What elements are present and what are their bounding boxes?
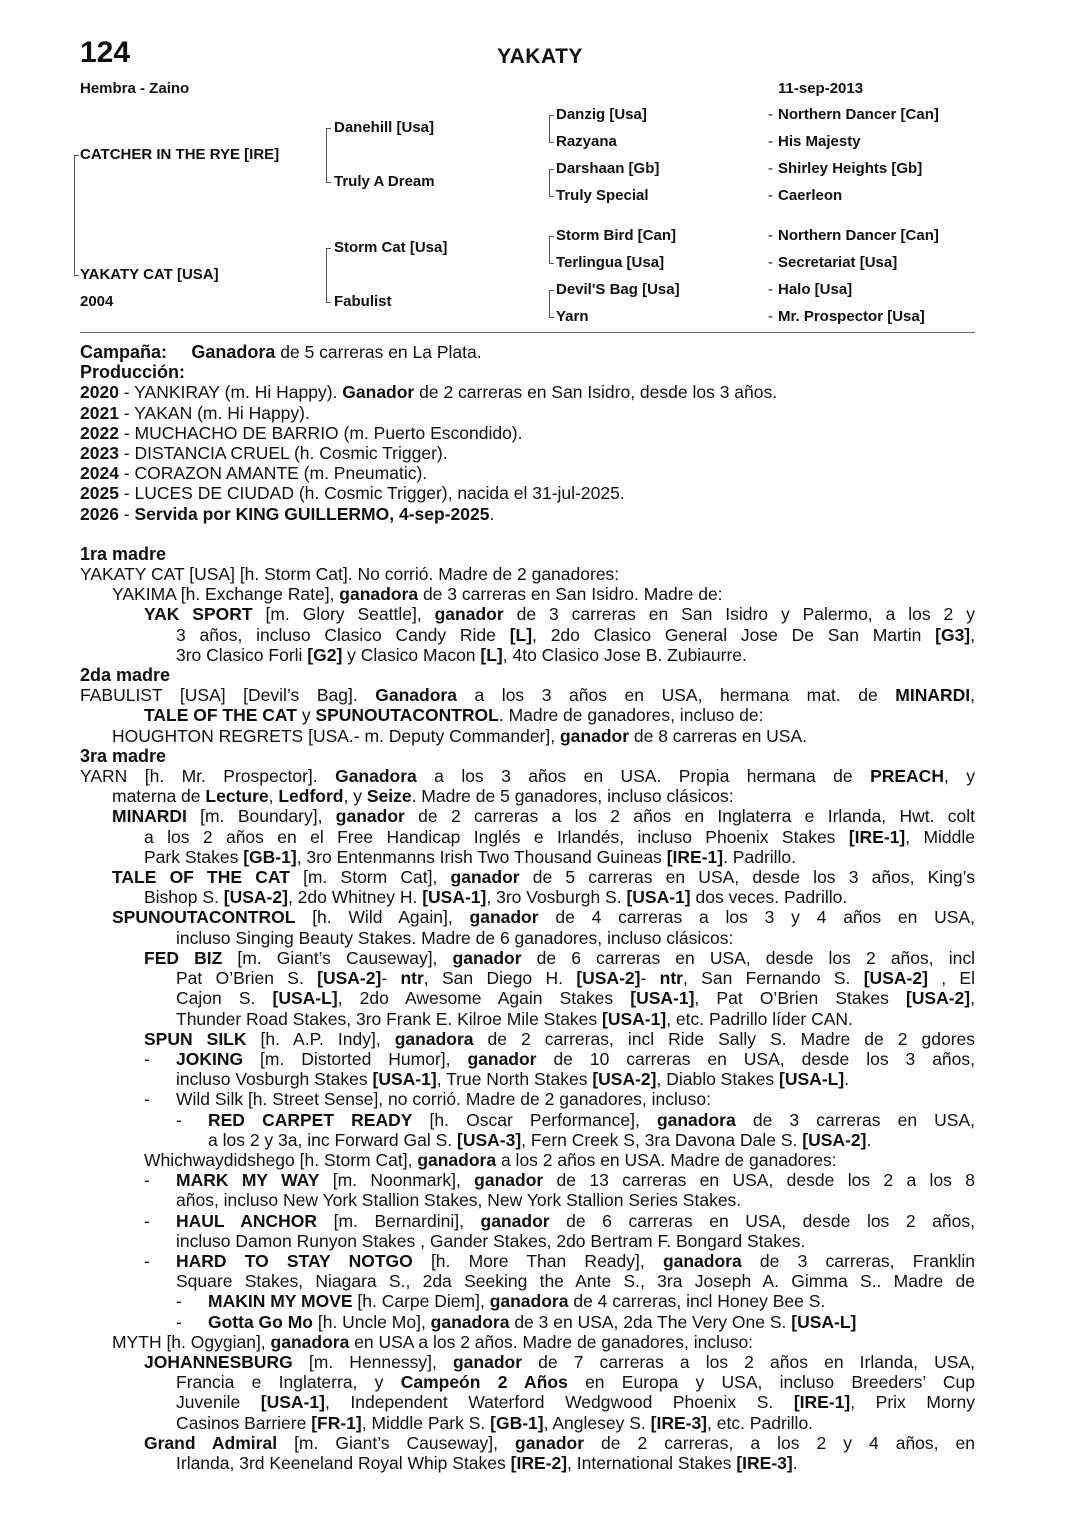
dam-line: Cajon S. [USA-L], 2do Awesome Again Stakes [USA-1], Pat O’Brien Stakes [USA-2], (176, 988, 975, 1009)
dam-line: - MAKIN MY MOVE [h. Carpe Diem], ganadora de 4 carreras, incl Honey Bee S. (176, 1291, 826, 1312)
gen3-6: Terlingua [Usa] (556, 254, 665, 271)
campaign-line: Campaña: Ganadora de 5 carreras en La Plata. (80, 342, 482, 362)
gen4-8: Mr. Prospector [Usa] (778, 308, 925, 325)
dam-line: - Wild Silk [h. Street Sense], no corrió. Madre de 2 ganadores, incluso: (144, 1089, 711, 1110)
dam-line: - HAUL ANCHOR [m. Bernardini], ganador de 6 carreras en USA, desde los 2 años, (144, 1210, 975, 1231)
dam-line: Park Stakes [GB-1], 3ro Entenmanns Irish Two Thousand Guineas [IRE-1]. Padrillo. (144, 846, 797, 867)
dam-line: 3ro Clasico Forli [G2] y Clasico Macon [L], 4to Clasico Jose B. Zubiaurre. (176, 644, 747, 665)
dam-line: incluso Vosburgh Stakes [USA-1], True North Stakes [USA-2], Diablo Stakes [USA-L]. (176, 1069, 850, 1090)
section-heading: 3ra madre (80, 745, 167, 766)
dam-line: Thunder Road Stakes, 3ro Frank E. Kilroe Mile Stakes [USA-1], etc. Padrillo líder CAN. (176, 1008, 853, 1029)
section-heading: 1ra madre (80, 543, 167, 564)
dam-line: a los 2 años en el Free Handicap Inglés e Irlandés, incluso Phoenix Stakes [IRE-1], Middle (144, 826, 975, 847)
dam-line: FABULIST [USA] [Devil’s Bag]. Ganadora a los 3 años en USA, hermana mat. de MINARDI, (80, 685, 975, 706)
sire: CATCHER IN THE RYE [IRE] (80, 146, 280, 163)
dam-line: Whichwaydidshego [h. Storm Cat], ganadora a los 2 años en USA. Madre de ganadores: (144, 1149, 837, 1170)
gen3-8: Yarn (556, 308, 589, 325)
dam-line: Juvenile [USA-1], Independent Waterford Wedgwood Phoenix S. [IRE-1], Prix Morny (176, 1392, 975, 1413)
lot-number: 124 (80, 36, 131, 69)
production-item: 2026 - Servida por KING GUILLERMO, 4-sep-2025. (80, 503, 495, 524)
section-heading: 2da madre (80, 665, 171, 686)
dam-line: Bishop S. [USA-2], 2do Whitney H. [USA-1], 3ro Vosburgh S. [USA-1] dos veces. Padrillo. (144, 887, 848, 908)
dam-line: incluso Damon Runyon Stakes , Gander Stakes, 2do Bertram F. Bongard Stakes. (176, 1230, 806, 1251)
dam-dam: Fabulist (334, 293, 392, 310)
production-item: 2022 - MUCHACHO DE BARRIO (m. Puerto Escondido). (80, 422, 523, 443)
gen3-3: Darshaan [Gb] (556, 160, 660, 177)
dam-sire: Storm Cat [Usa] (334, 239, 448, 256)
dam-line: YAKIMA [h. Exchange Rate], ganadora de 3 carreras en San Isidro. Madre de: (112, 584, 723, 605)
dam-line: años, incluso New York Stallion Stakes, New York Stallion Series Stakes. (176, 1190, 742, 1211)
divider (80, 332, 975, 333)
dam-line: - MARK MY WAY [m. Noonmark], ganador de 13 carreras en USA, desde los 2 a los 8 (144, 1170, 975, 1191)
dam-year: 2004 (80, 293, 114, 310)
dam-line: - HARD TO STAY NOTGO [h. More Than Ready], ganadora de 3 carreras, Franklin (144, 1250, 975, 1271)
dam-line: HOUGHTON REGRETS [USA.- m. Deputy Commander], ganador de 8 carreras en USA. (112, 725, 808, 746)
dam-line: Grand Admiral [m. Giant’s Causeway], ganador de 2 carreras, a los 2 y 4 años, en (144, 1432, 975, 1453)
dam-line: Square Stakes, Niagara S., 2da Seeking the Ante S., 3ra Joseph A. Gimma S.. Madre de (176, 1271, 975, 1292)
sire-dam: Truly A Dream (334, 173, 435, 190)
dam-line: MYTH [h. Ogygian], ganadora en USA a los 2 años. Madre de ganadores, incluso: (112, 1331, 754, 1352)
gen4-3: Shirley Heights [Gb] (778, 160, 923, 177)
dam-line: TALE OF THE CAT [m. Storm Cat], ganador de 5 carreras en USA, desde los 3 años, King’s (112, 867, 975, 888)
dam-line: YAK SPORT [m. Glory Seattle], ganador de 3 carreras en San Isidro y Palermo, a los 2 y (144, 604, 975, 625)
dam-line: SPUNOUTACONTROL [h. Wild Again], ganador de 4 carreras a los 3 y 4 años en USA, (112, 907, 975, 928)
gen4-6: Secretariat [Usa] (778, 254, 898, 271)
dam-line: TALE OF THE CAT y SPUNOUTACONTROL. Madre de ganadores, incluso de: (144, 705, 764, 726)
gen3-4: Truly Special (556, 187, 649, 204)
dam-line: - RED CARPET READY [h. Oscar Performance], ganadora de 3 carreras en USA, (176, 1109, 975, 1130)
dam-line: Irlanda, 3rd Keeneland Royal Whip Stakes [IRE-2], International Stakes [IRE-3]. (176, 1452, 798, 1473)
dam-line: YARN [h. Mr. Prospector]. Ganadora a los 3 años en USA. Propia hermana de PREACH, y (80, 766, 975, 787)
gen4-5: Northern Dancer [Can] (778, 227, 939, 244)
dam-line: a los 2 y 3a, inc Forward Gal S. [USA-3], Fern Creek S, 3ra Davona Dale S. [USA-2]. (208, 1129, 872, 1150)
gen3-1: Danzig [Usa] (556, 106, 647, 123)
dam-line: - Gotta Go Mo [h. Uncle Mo], ganadora de 3 en USA, 2da The Very One S. [USA-L] (176, 1311, 857, 1332)
dam-line: Francia e Inglaterra, y Campeón 2 Años en Europa y USA, incluso Breeders’ Cup (176, 1372, 975, 1393)
dam-line: - JOKING [m. Distorted Humor], ganador de 10 carreras en USA, desde los 3 años, (144, 1048, 975, 1069)
catalog-body (80, 342, 975, 1473)
sire-sire: Danehill [Usa] (334, 119, 435, 136)
gen3-2: Razyana (556, 133, 617, 150)
dam-line: FED BIZ [m. Giant’s Causeway], ganador de 6 carreras en USA, desde los 2 años, incl (144, 947, 975, 968)
dam-line: MINARDI [m. Boundary], ganador de 2 carreras a los 2 años en Inglaterra e Irlanda, Hwt. colt (112, 806, 975, 827)
gen4-7: Halo [Usa] (778, 281, 853, 298)
birth-date: 11-sep-2013 (778, 80, 864, 97)
sex-color: Hembra - Zaino (80, 80, 190, 97)
production-item: 2020 - YANKIRAY (m. Hi Happy). Ganador de 2 carreras en San Isidro, desde los 3 años. (80, 382, 778, 403)
gen4-2: His Majesty (778, 133, 861, 150)
production-item: 2024 - CORAZON AMANTE (m. Pneumatic). (80, 463, 428, 484)
gen3-5: Storm Bird [Can] (556, 227, 676, 244)
dam-line: Pat O’Brien S. [USA-2]- ntr, San Diego H. [USA-2]- ntr, San Fernando S. [USA-2] , El (176, 968, 975, 989)
pedigree-table: CATCHER IN THE RYE [IRE] YAKATY CAT [USA] 2004 Danehill [Usa] Truly A Dream Storm Cat [Usa] Fabulist Danzig [Usa] Razyana Darshaan [Gb] Truly Special Storm Bird [Can] Terlingua [Usa] Devil'S Bag [Usa] Yarn - - - - - - - - Northern Dancer [Can] His Majesty Shirley Heights [Gb] Caerleon Northern Dancer [Can] Secretariat [Usa] Halo [Usa] Mr. Prospector [Usa] (0, 0, 1080, 340)
horse-name: YAKATY (497, 45, 583, 68)
gen4-4: Caerleon (778, 187, 843, 204)
production-label: Producción: (80, 362, 186, 383)
production-item: 2021 - YAKAN (m. Hi Happy). (80, 402, 310, 423)
production-item: 2023 - DISTANCIA CRUEL (h. Cosmic Trigger). (80, 443, 448, 464)
gen3-7: Devil'S Bag [Usa] (556, 281, 680, 298)
dam-line: 3 años, incluso Clasico Candy Ride [L], 2do Clasico General Jose De San Martin [G3], (176, 624, 975, 645)
dam: YAKATY CAT [USA] (80, 266, 219, 283)
dam-line: incluso Singing Beauty Stakes. Madre de 6 ganadores, incluso clásicos: (176, 927, 734, 948)
dam-line: JOHANNESBURG [m. Hennessy], ganador de 7 carreras a los 2 años en Irlanda, USA, (144, 1351, 975, 1372)
dam-line: Casinos Barriere [FR-1], Middle Park S. [GB-1], Anglesey S. [IRE-3], etc. Padrillo. (176, 1412, 814, 1433)
dam-line: SPUN SILK [h. A.P. Indy], ganadora de 2 carreras, incl Ride Sally S. Madre de 2 gdores (144, 1028, 975, 1049)
dam-line: materna de Lecture, Ledford, y Seize. Madre de 5 ganadores, incluso clásicos: (112, 786, 734, 807)
production-item: 2025 - LUCES DE CIUDAD (h. Cosmic Trigger), nacida el 31-jul-2025. (80, 483, 625, 504)
gen4-1: Northern Dancer [Can] (778, 106, 939, 123)
dam-line: YAKATY CAT [USA] [h. Storm Cat]. No corrió. Madre de 2 ganadores: (80, 564, 620, 585)
